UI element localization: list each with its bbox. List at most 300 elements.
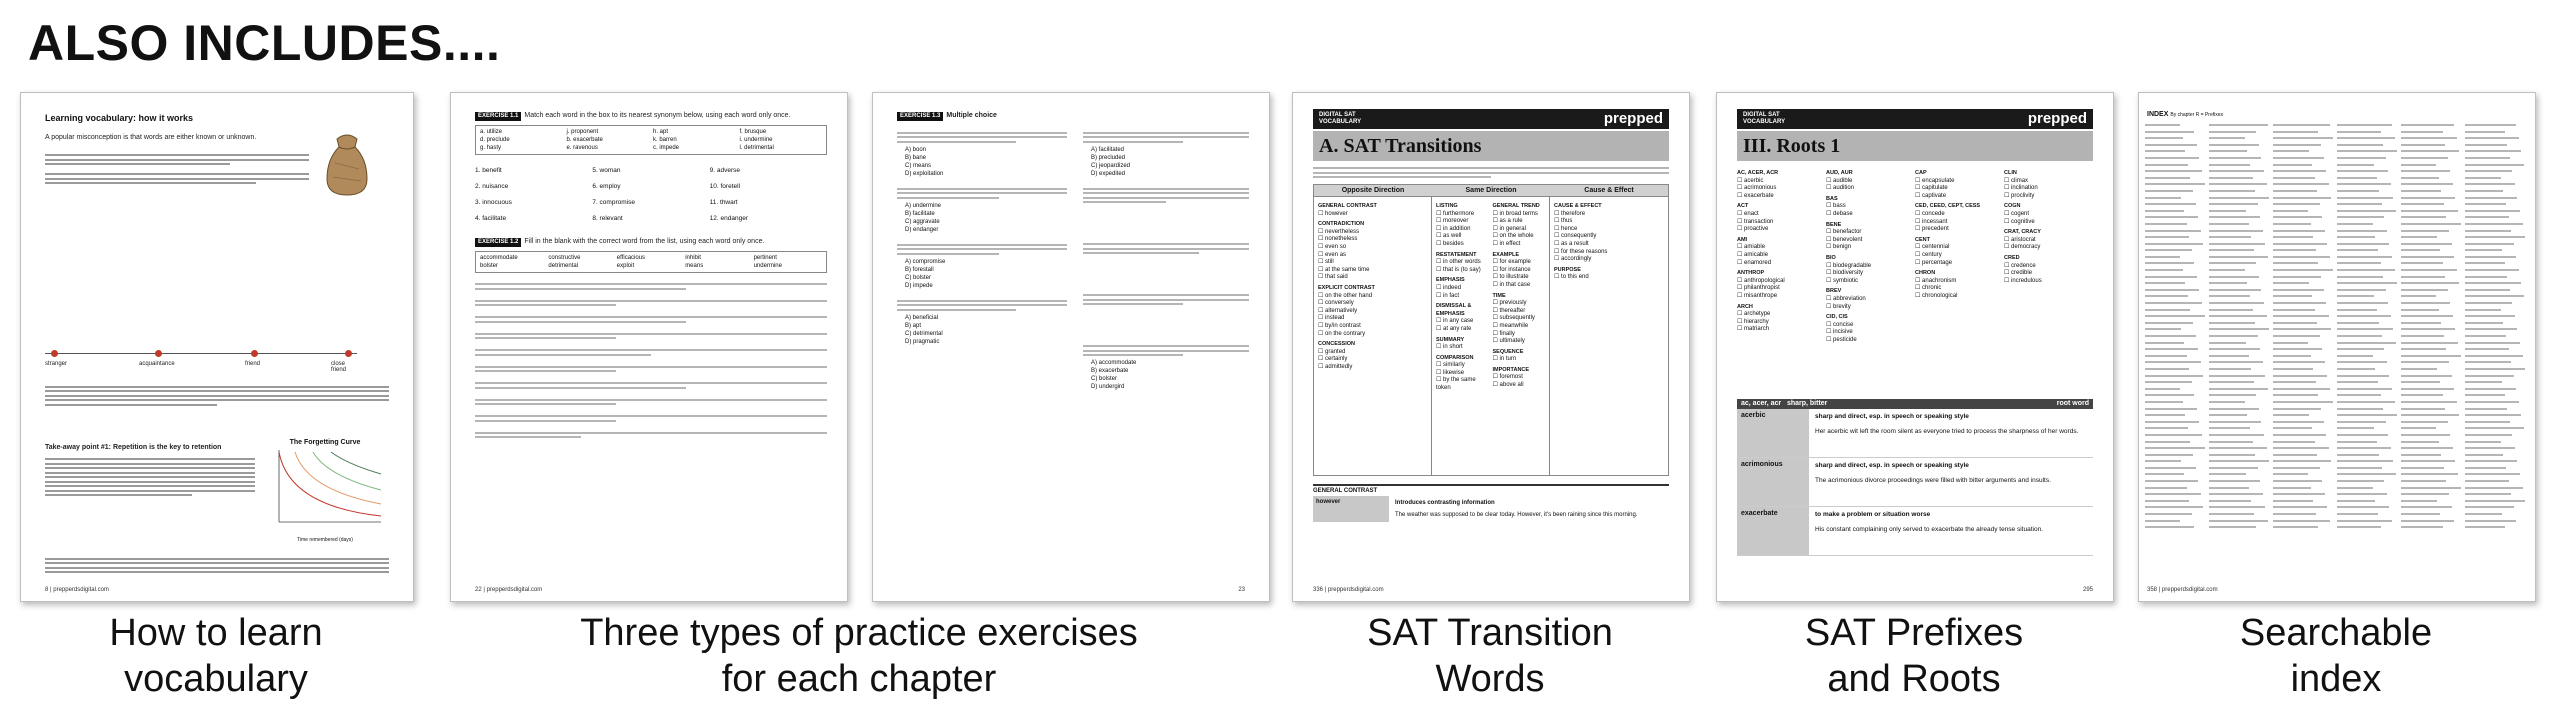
list-item bbox=[1826, 185, 1915, 193]
index-placeholder-line bbox=[2401, 142, 2465, 149]
item-list bbox=[1436, 259, 1489, 274]
list-item-label: thus bbox=[1561, 218, 1573, 225]
index-placeholder-line bbox=[2273, 373, 2337, 380]
index-placeholder-line bbox=[2337, 214, 2401, 221]
item-list bbox=[1737, 211, 1826, 234]
item-list bbox=[1826, 263, 1915, 286]
index-placeholder-line bbox=[2337, 221, 2401, 228]
entry-example: Her acerbic wit left the room silent as everyone tried to process the sharpness of her words. bbox=[1815, 428, 2079, 435]
list-item bbox=[1436, 241, 1489, 249]
index-placeholder-line bbox=[2273, 491, 2337, 498]
root-heading: BREV bbox=[1826, 288, 1842, 295]
item-list bbox=[1493, 356, 1546, 364]
list-item bbox=[1493, 356, 1546, 364]
column-headers bbox=[1313, 184, 1669, 197]
index-placeholder-line bbox=[2465, 195, 2529, 202]
checkbox-icon: ☐ bbox=[1915, 192, 1923, 199]
index-placeholder-line bbox=[2209, 465, 2273, 472]
checkbox-icon: ☐ bbox=[1826, 203, 1834, 210]
list-item-label: in that case bbox=[1499, 281, 1531, 288]
brand-label: DIGITAL SAT VOCABULARY bbox=[1743, 112, 1786, 125]
index-placeholder-line bbox=[2401, 498, 2465, 505]
index-placeholder-line bbox=[2209, 340, 2273, 347]
list-item-label: therefore bbox=[1561, 210, 1586, 217]
index-placeholder-line bbox=[2209, 214, 2273, 221]
index-placeholder-line bbox=[2337, 135, 2401, 142]
mc-option: D) undergird bbox=[1091, 384, 1125, 390]
item-list bbox=[1436, 362, 1489, 392]
index-placeholder-line bbox=[2337, 471, 2401, 478]
list-item-label: in general bbox=[1499, 225, 1526, 232]
index-placeholder-line bbox=[2209, 478, 2273, 485]
list-item bbox=[1493, 241, 1546, 249]
entry-def: sharp and direct, esp. in speech or speaking style bbox=[1815, 462, 1969, 469]
index-placeholder-line bbox=[2337, 148, 2401, 155]
index-placeholder-line bbox=[2145, 181, 2209, 188]
index-placeholder-line bbox=[2145, 412, 2209, 419]
index-placeholder-line bbox=[2465, 511, 2529, 518]
synonym-items bbox=[475, 163, 827, 227]
checkbox-icon: ☐ bbox=[1737, 226, 1745, 233]
group-heading: DISMISSAL & EMPHASIS bbox=[1436, 303, 1472, 317]
index-placeholder-line bbox=[2401, 135, 2465, 142]
index-placeholder-line bbox=[2401, 432, 2465, 439]
exercise-label: EXERCISE 1.2 bbox=[475, 238, 521, 247]
item-list bbox=[1493, 300, 1546, 346]
index-placeholder-line bbox=[2145, 518, 2209, 525]
item-list bbox=[1915, 178, 2004, 201]
index-placeholder-line bbox=[2273, 320, 2337, 327]
index-placeholder-line bbox=[2401, 188, 2465, 195]
list-item-label: hence bbox=[1561, 225, 1578, 232]
checkbox-icon: ☐ bbox=[1737, 318, 1745, 325]
checkbox-icon: ☐ bbox=[2004, 185, 2012, 192]
index-placeholder-line bbox=[2209, 201, 2273, 208]
index-placeholder-line bbox=[2145, 419, 2209, 426]
list-item bbox=[1737, 252, 1826, 260]
index-placeholder-line bbox=[2209, 504, 2273, 511]
entry-example: His constant complaining only served to exacerbate the already tense situation. bbox=[1815, 526, 2043, 533]
index-placeholder-line bbox=[2145, 379, 2209, 386]
checkbox-icon: ☐ bbox=[1826, 244, 1834, 251]
index-placeholder-line bbox=[2209, 155, 2273, 162]
list-item-label: nevertheless bbox=[1325, 228, 1360, 235]
list-item bbox=[2004, 278, 2093, 286]
index-placeholder-line bbox=[2209, 524, 2273, 531]
list-item-label: centennial bbox=[1922, 244, 1950, 251]
list-item-label: abbreviation bbox=[1833, 295, 1866, 302]
list-item-label: proactive bbox=[1744, 226, 1769, 233]
index-placeholder-line bbox=[2145, 142, 2209, 149]
familiarity-timeline bbox=[45, 347, 357, 373]
index-placeholder-line bbox=[2145, 485, 2209, 492]
exercise-instructions: Fill in the blank with the correct word from the list, using each word only once. bbox=[524, 238, 765, 245]
list-item bbox=[1436, 362, 1489, 370]
sack-image bbox=[321, 129, 373, 199]
index-placeholder-line bbox=[2273, 353, 2337, 360]
entry-word: acrimonious bbox=[1737, 458, 1809, 506]
checkbox-icon: ☐ bbox=[1554, 210, 1562, 217]
item-list bbox=[1737, 278, 1826, 301]
word-option: efficacious bbox=[616, 255, 646, 261]
brand-label: DIGITAL SAT VOCABULARY bbox=[1319, 112, 1362, 125]
index-placeholder-line bbox=[2401, 175, 2465, 182]
root-heading: CENT bbox=[1915, 236, 1930, 243]
item-list bbox=[1436, 344, 1489, 352]
checkbox-icon: ☐ bbox=[1436, 266, 1444, 273]
checkbox-icon: ☐ bbox=[1915, 251, 1923, 258]
index-placeholder-line bbox=[2465, 386, 2529, 393]
group-heading: EMPHASIS bbox=[1436, 277, 1465, 284]
index-placeholder-line bbox=[2337, 234, 2401, 241]
index-placeholder-line bbox=[2145, 471, 2209, 478]
page-exercises-1 bbox=[450, 92, 848, 602]
index-placeholder-line bbox=[2337, 228, 2401, 235]
index-placeholder-line bbox=[2337, 201, 2401, 208]
caption-roots bbox=[1716, 610, 2112, 702]
root-heading: CHRON bbox=[1915, 270, 1936, 277]
list-item bbox=[1826, 304, 1915, 312]
root-heading: BIO bbox=[1826, 254, 1836, 261]
checkbox-icon: ☐ bbox=[1436, 325, 1444, 332]
list-item-label: by/in contrast bbox=[1325, 322, 1361, 329]
index-placeholder-line bbox=[2209, 498, 2273, 505]
index-placeholder-line bbox=[2209, 326, 2273, 333]
list-item bbox=[1436, 377, 1489, 392]
word-option: k. barren bbox=[653, 137, 677, 143]
list-item bbox=[2004, 211, 2093, 219]
checkbox-icon: ☐ bbox=[1318, 266, 1326, 273]
list-item bbox=[1318, 331, 1427, 339]
checkbox-icon: ☐ bbox=[1436, 362, 1444, 369]
page-footer: 336 | prepperdsdigital.com bbox=[1313, 587, 1384, 593]
index-placeholder-line bbox=[2465, 162, 2529, 169]
index-placeholder-line bbox=[2337, 386, 2401, 393]
index-placeholder-line bbox=[2273, 439, 2337, 446]
list-item bbox=[1493, 323, 1546, 331]
index-placeholder-line bbox=[2465, 122, 2529, 129]
index-placeholder-line bbox=[2465, 425, 2529, 432]
list-item bbox=[1554, 256, 1664, 264]
group-heading: RESTATEMENT bbox=[1436, 251, 1477, 258]
list-item-label: misanthrope bbox=[1744, 292, 1778, 299]
list-item-label: by the same token bbox=[1436, 377, 1476, 392]
list-item bbox=[1915, 211, 2004, 219]
list-item-label: precedent bbox=[1922, 226, 1949, 233]
item-list bbox=[1493, 374, 1546, 389]
list-item-label: nonetheless bbox=[1325, 236, 1358, 243]
index-placeholder-line bbox=[2465, 208, 2529, 215]
exercise-item: 1. benefit bbox=[475, 167, 502, 174]
list-item bbox=[2004, 263, 2093, 271]
index-placeholder-line bbox=[2401, 439, 2465, 446]
checkbox-icon: ☐ bbox=[1436, 233, 1444, 240]
index-placeholder-line bbox=[2145, 478, 2209, 485]
list-item bbox=[1826, 211, 1915, 219]
index-placeholder-line bbox=[2145, 399, 2209, 406]
section-title: III. Roots 1 bbox=[1743, 135, 1841, 157]
index-placeholder-line bbox=[2145, 524, 2209, 531]
list-item bbox=[1826, 229, 1915, 237]
mc-option: A) facilitated bbox=[1091, 146, 1125, 153]
checkbox-icon: ☐ bbox=[1318, 307, 1326, 314]
list-item-label: for these reasons bbox=[1561, 248, 1608, 255]
checkbox-icon: ☐ bbox=[1318, 259, 1326, 266]
index-placeholder-line bbox=[2465, 142, 2529, 149]
index-placeholder-line bbox=[2145, 452, 2209, 459]
checkbox-icon: ☐ bbox=[1826, 185, 1834, 192]
checkbox-icon: ☐ bbox=[2004, 270, 2012, 277]
root-detail bbox=[1733, 399, 2097, 556]
index-placeholder-line bbox=[2465, 181, 2529, 188]
caption-line: for each chapter bbox=[721, 658, 997, 700]
checkbox-icon: ☐ bbox=[1436, 292, 1444, 299]
checkbox-icon: ☐ bbox=[1492, 356, 1500, 363]
checkbox-icon: ☐ bbox=[1826, 210, 1834, 217]
index-placeholder-line bbox=[2401, 300, 2465, 307]
list-item-label: hierarchy bbox=[1744, 318, 1769, 325]
caption-line: Words bbox=[1435, 658, 1545, 700]
index-placeholder-line bbox=[2209, 307, 2273, 314]
index-placeholder-line bbox=[2145, 491, 2209, 498]
index-placeholder-line bbox=[2209, 419, 2273, 426]
index-placeholder-line bbox=[2209, 333, 2273, 340]
index-placeholder-line bbox=[2209, 162, 2273, 169]
list-item bbox=[1318, 252, 1427, 260]
index-placeholder-line bbox=[2337, 122, 2401, 129]
index-placeholder-line bbox=[2145, 260, 2209, 267]
list-item bbox=[1318, 323, 1427, 331]
index-placeholder-line bbox=[2145, 155, 2209, 162]
mc-option: D) impede bbox=[905, 282, 933, 289]
list-item-label: admittedly bbox=[1325, 363, 1353, 370]
index-placeholder-line bbox=[2465, 518, 2529, 525]
list-item-label: that said bbox=[1325, 274, 1348, 281]
mc-option: C) jeopardized bbox=[1091, 162, 1131, 169]
checkbox-icon: ☐ bbox=[1737, 285, 1745, 292]
checkbox-icon: ☐ bbox=[1492, 322, 1500, 329]
index-placeholder-line bbox=[2145, 458, 2209, 465]
index-placeholder-line bbox=[2209, 135, 2273, 142]
word-option: c. impede bbox=[653, 145, 680, 151]
checkbox-icon: ☐ bbox=[1318, 315, 1326, 322]
checkbox-icon: ☐ bbox=[1318, 292, 1326, 299]
index-placeholder-line bbox=[2337, 293, 2401, 300]
mc-option: D) exploitation bbox=[905, 170, 944, 177]
index-placeholder-line bbox=[2465, 274, 2529, 281]
exercise-item: 8. relevant bbox=[592, 215, 623, 222]
list-item-label: incessant bbox=[1922, 218, 1948, 225]
index-placeholder-line bbox=[2337, 168, 2401, 175]
index-placeholder-line bbox=[2401, 485, 2465, 492]
index-placeholder-line bbox=[2337, 353, 2401, 360]
word-option: exploit bbox=[616, 263, 635, 269]
list-item bbox=[2004, 219, 2093, 227]
index-placeholder-line bbox=[2209, 439, 2273, 446]
page-vocabulary-guide bbox=[20, 92, 414, 602]
item-list bbox=[1826, 178, 1915, 193]
checkbox-icon: ☐ bbox=[1436, 259, 1444, 266]
list-item-label: however bbox=[1325, 210, 1348, 217]
checkbox-icon: ☐ bbox=[1554, 218, 1562, 225]
list-item-label: enamored bbox=[1744, 259, 1772, 266]
checkbox-icon: ☐ bbox=[1554, 256, 1562, 263]
index-placeholder-line bbox=[2273, 412, 2337, 419]
mc-option: C) detrimental bbox=[905, 330, 943, 337]
item-list bbox=[2004, 178, 2093, 201]
checkbox-icon: ☐ bbox=[1737, 177, 1745, 184]
checkbox-icon: ☐ bbox=[1492, 338, 1500, 345]
checkbox-icon: ☐ bbox=[1492, 266, 1500, 273]
intro-text: A popular misconception is that words are either known or unknown. bbox=[45, 134, 257, 141]
list-item bbox=[1737, 293, 1826, 301]
group-heading: GENERAL TREND bbox=[1492, 203, 1540, 209]
list-item bbox=[1318, 356, 1427, 364]
index-placeholder-line bbox=[2401, 155, 2465, 162]
list-item-label: foremost bbox=[1499, 374, 1523, 381]
page-footer: 295 bbox=[2082, 587, 2093, 593]
checkbox-icon: ☐ bbox=[1826, 270, 1834, 277]
list-item-label: instead bbox=[1325, 315, 1345, 322]
index-placeholder-line bbox=[2401, 465, 2465, 472]
checkbox-icon: ☐ bbox=[1318, 236, 1326, 243]
index-placeholder-line bbox=[2209, 129, 2273, 136]
checkbox-icon: ☐ bbox=[1318, 243, 1326, 250]
list-item bbox=[1493, 218, 1546, 226]
index-placeholder-line bbox=[2273, 386, 2337, 393]
index-placeholder-line bbox=[2401, 208, 2465, 215]
section-band bbox=[1737, 131, 2093, 161]
index-placeholder-line bbox=[2337, 181, 2401, 188]
index-placeholder-line bbox=[2209, 458, 2273, 465]
list-item-label: proclivity bbox=[2011, 192, 2035, 199]
index-placeholder-line bbox=[2337, 208, 2401, 215]
mc-option: B) apt bbox=[905, 322, 922, 329]
list-item bbox=[1826, 337, 1915, 345]
chart-title: The Forgetting Curve bbox=[289, 439, 361, 446]
root-bar bbox=[1737, 399, 2093, 409]
checkbox-icon: ☐ bbox=[1492, 218, 1500, 225]
mc-option: B) forestall bbox=[905, 266, 934, 273]
index-placeholder-line bbox=[2273, 366, 2337, 373]
list-item-label: acrimonious bbox=[1744, 185, 1777, 192]
index-placeholder-line bbox=[2145, 287, 2209, 294]
index-placeholder-line bbox=[2273, 300, 2337, 307]
list-item bbox=[1826, 244, 1915, 252]
item-list bbox=[2004, 211, 2093, 226]
index-placeholder-line bbox=[2401, 359, 2465, 366]
checkbox-icon: ☐ bbox=[1826, 229, 1834, 236]
col-cause bbox=[1550, 197, 1668, 475]
list-item-label: for example bbox=[1499, 259, 1531, 266]
index-placeholder-line bbox=[2401, 353, 2465, 360]
index-placeholder-line bbox=[2337, 274, 2401, 281]
list-item bbox=[1737, 311, 1826, 319]
index-placeholder-line bbox=[2209, 386, 2273, 393]
index-placeholder-line bbox=[2337, 320, 2401, 327]
caption-index bbox=[2138, 610, 2534, 702]
checkbox-icon: ☐ bbox=[1915, 244, 1923, 251]
index-placeholder-line bbox=[2337, 452, 2401, 459]
exercise-title: Multiple choice bbox=[946, 112, 997, 119]
word-option: h. apt bbox=[653, 129, 669, 135]
list-item bbox=[1493, 282, 1546, 290]
index-placeholder-line bbox=[2145, 241, 2209, 248]
checkbox-icon: ☐ bbox=[2004, 210, 2012, 217]
list-item bbox=[1554, 233, 1664, 241]
checkbox-icon: ☐ bbox=[1436, 225, 1444, 232]
index-placeholder-line bbox=[2209, 518, 2273, 525]
prepped-logo: prepped bbox=[2027, 110, 2087, 127]
list-item-label: ultimately bbox=[1499, 338, 1525, 345]
index-placeholder-line bbox=[2209, 287, 2273, 294]
index-placeholder-line bbox=[2337, 511, 2401, 518]
caption-line: Three types of practice exercises bbox=[580, 612, 1138, 654]
checkbox-icon: ☐ bbox=[1737, 185, 1745, 192]
index-placeholder-line bbox=[2465, 313, 2529, 320]
index-placeholder-line bbox=[2465, 373, 2529, 380]
checkbox-icon: ☐ bbox=[1436, 377, 1444, 384]
caption-vocabulary bbox=[20, 610, 412, 702]
item-list bbox=[1554, 274, 1664, 282]
list-item-label: besides bbox=[1443, 240, 1464, 247]
root-heading: BAS bbox=[1826, 195, 1838, 202]
item-list bbox=[1318, 229, 1427, 282]
group-heading: CONTRADICTION bbox=[1318, 221, 1365, 228]
word-option: d. preclude bbox=[480, 137, 510, 143]
index-placeholder-line bbox=[2145, 300, 2209, 307]
index-placeholder-line bbox=[2337, 326, 2401, 333]
list-item-label: in any case bbox=[1443, 318, 1474, 325]
checkbox-icon: ☐ bbox=[1737, 277, 1745, 284]
item-list bbox=[2004, 263, 2093, 286]
group-heading: IMPORTANCE bbox=[1492, 366, 1530, 373]
index-placeholder-line bbox=[2465, 445, 2529, 452]
index-placeholder-line bbox=[2273, 175, 2337, 182]
root-heading: ACT bbox=[1737, 203, 1749, 210]
list-item-label: century bbox=[1922, 251, 1942, 258]
list-item bbox=[1318, 274, 1427, 282]
caption-line: and Roots bbox=[1827, 658, 2001, 700]
sat-header bbox=[1313, 109, 1669, 129]
checkbox-icon: ☐ bbox=[1826, 262, 1834, 269]
index-placeholder-line bbox=[2337, 162, 2401, 169]
item-list bbox=[1737, 244, 1826, 267]
index-placeholder-line bbox=[2401, 346, 2465, 353]
checkbox-icon: ☐ bbox=[1737, 218, 1745, 225]
list-item-label: debase bbox=[1833, 210, 1853, 217]
word-option: pertinent bbox=[753, 255, 777, 261]
column-header: Cause & Effect bbox=[1584, 187, 1634, 194]
index-placeholder-line bbox=[2401, 280, 2465, 287]
word-option: constructive bbox=[548, 255, 581, 261]
list-item bbox=[1826, 203, 1915, 211]
index-placeholder-line bbox=[2337, 280, 2401, 287]
index-placeholder-line bbox=[2273, 326, 2337, 333]
checkbox-icon: ☐ bbox=[1915, 185, 1923, 192]
list-item-label: archetype bbox=[1744, 311, 1771, 318]
list-item-label: benefactor bbox=[1833, 229, 1862, 236]
index-placeholder-line bbox=[2465, 135, 2529, 142]
caption-line: vocabulary bbox=[124, 658, 308, 700]
checkbox-icon: ☐ bbox=[1554, 240, 1562, 247]
index-placeholder-line bbox=[2465, 458, 2529, 465]
index-placeholder-line bbox=[2465, 471, 2529, 478]
list-item-label: in broad terms bbox=[1499, 210, 1538, 217]
checkbox-icon: ☐ bbox=[1436, 210, 1444, 217]
word-option: e. ravenous bbox=[566, 145, 598, 151]
index-placeholder-line bbox=[2145, 274, 2209, 281]
